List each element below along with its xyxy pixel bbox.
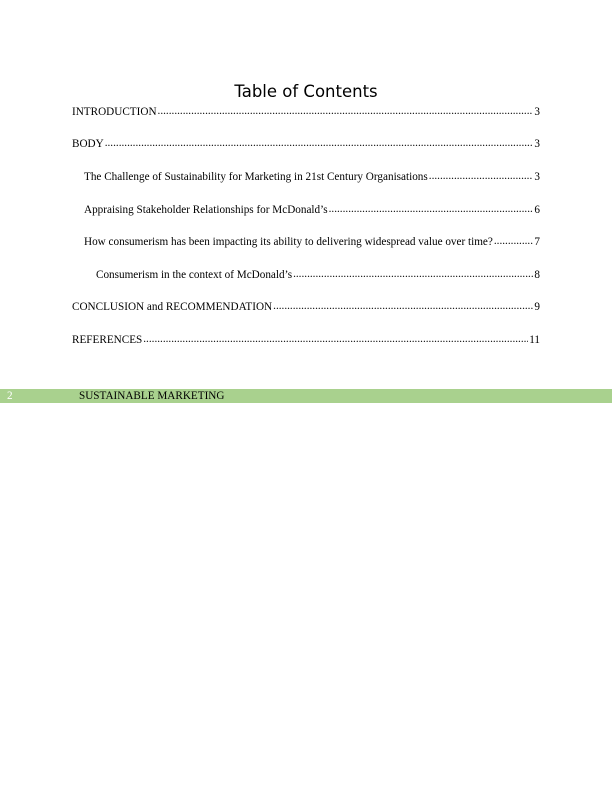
toc-entry-page-number: 8: [534, 269, 540, 281]
toc-entry-consumerism-mcdonalds[interactable]: [96, 268, 540, 282]
dot-leader: [329, 202, 534, 216]
toc-entry-page-number: 3: [534, 138, 540, 150]
dot-leader: [429, 169, 534, 183]
dot-leader: [273, 299, 533, 313]
toc-entry-conclusion[interactable]: [72, 300, 540, 314]
toc-entry-page-number: 9: [534, 301, 540, 313]
dot-leader: [143, 332, 528, 346]
footer-running-title: SUSTAINABLE MARKETING: [79, 390, 225, 402]
toc-entry-body[interactable]: [72, 137, 540, 151]
toc-entry-introduction[interactable]: [72, 105, 540, 119]
dot-leader: [494, 234, 534, 248]
toc-entry-label: CONCLUSION and RECOMMENDATION: [72, 301, 273, 313]
toc-entry-page-number: 3: [534, 171, 540, 183]
toc-entry-label: Appraising Stakeholder Relationships for McDonald’s: [84, 204, 328, 216]
dot-leader: [158, 104, 534, 118]
toc-entry-page-number: 3: [534, 106, 540, 118]
dot-leader: [293, 267, 533, 281]
toc-entry-label: How consumerism has been impacting its ability to delivering widespread value over time?: [84, 236, 493, 248]
toc-entry-label: BODY: [72, 138, 104, 150]
toc-entry-label: Consumerism in the context of McDonald’s: [96, 269, 293, 281]
dot-leader: [105, 136, 534, 150]
footer-page-number: 2: [7, 390, 13, 402]
toc-entry-page-number: 7: [534, 236, 540, 248]
toc-entry-page-number: 11: [529, 334, 540, 346]
page-footer-band: [0, 389, 612, 403]
toc-entry-references[interactable]: [72, 333, 540, 347]
toc-title: Table of Contents: [234, 82, 378, 101]
toc-entry-label: The Challenge of Sustainability for Marketing in 21st Century Organisations: [84, 171, 428, 183]
toc-entry-challenge-of-sustainability[interactable]: [84, 170, 540, 184]
toc-entry-stakeholder-relationships[interactable]: [84, 203, 540, 217]
toc-entry-page-number: 6: [534, 204, 540, 216]
toc-entry-label: REFERENCES: [72, 334, 143, 346]
toc-entry-consumerism-impact[interactable]: [84, 235, 540, 249]
toc-entry-label: INTRODUCTION: [72, 106, 157, 118]
